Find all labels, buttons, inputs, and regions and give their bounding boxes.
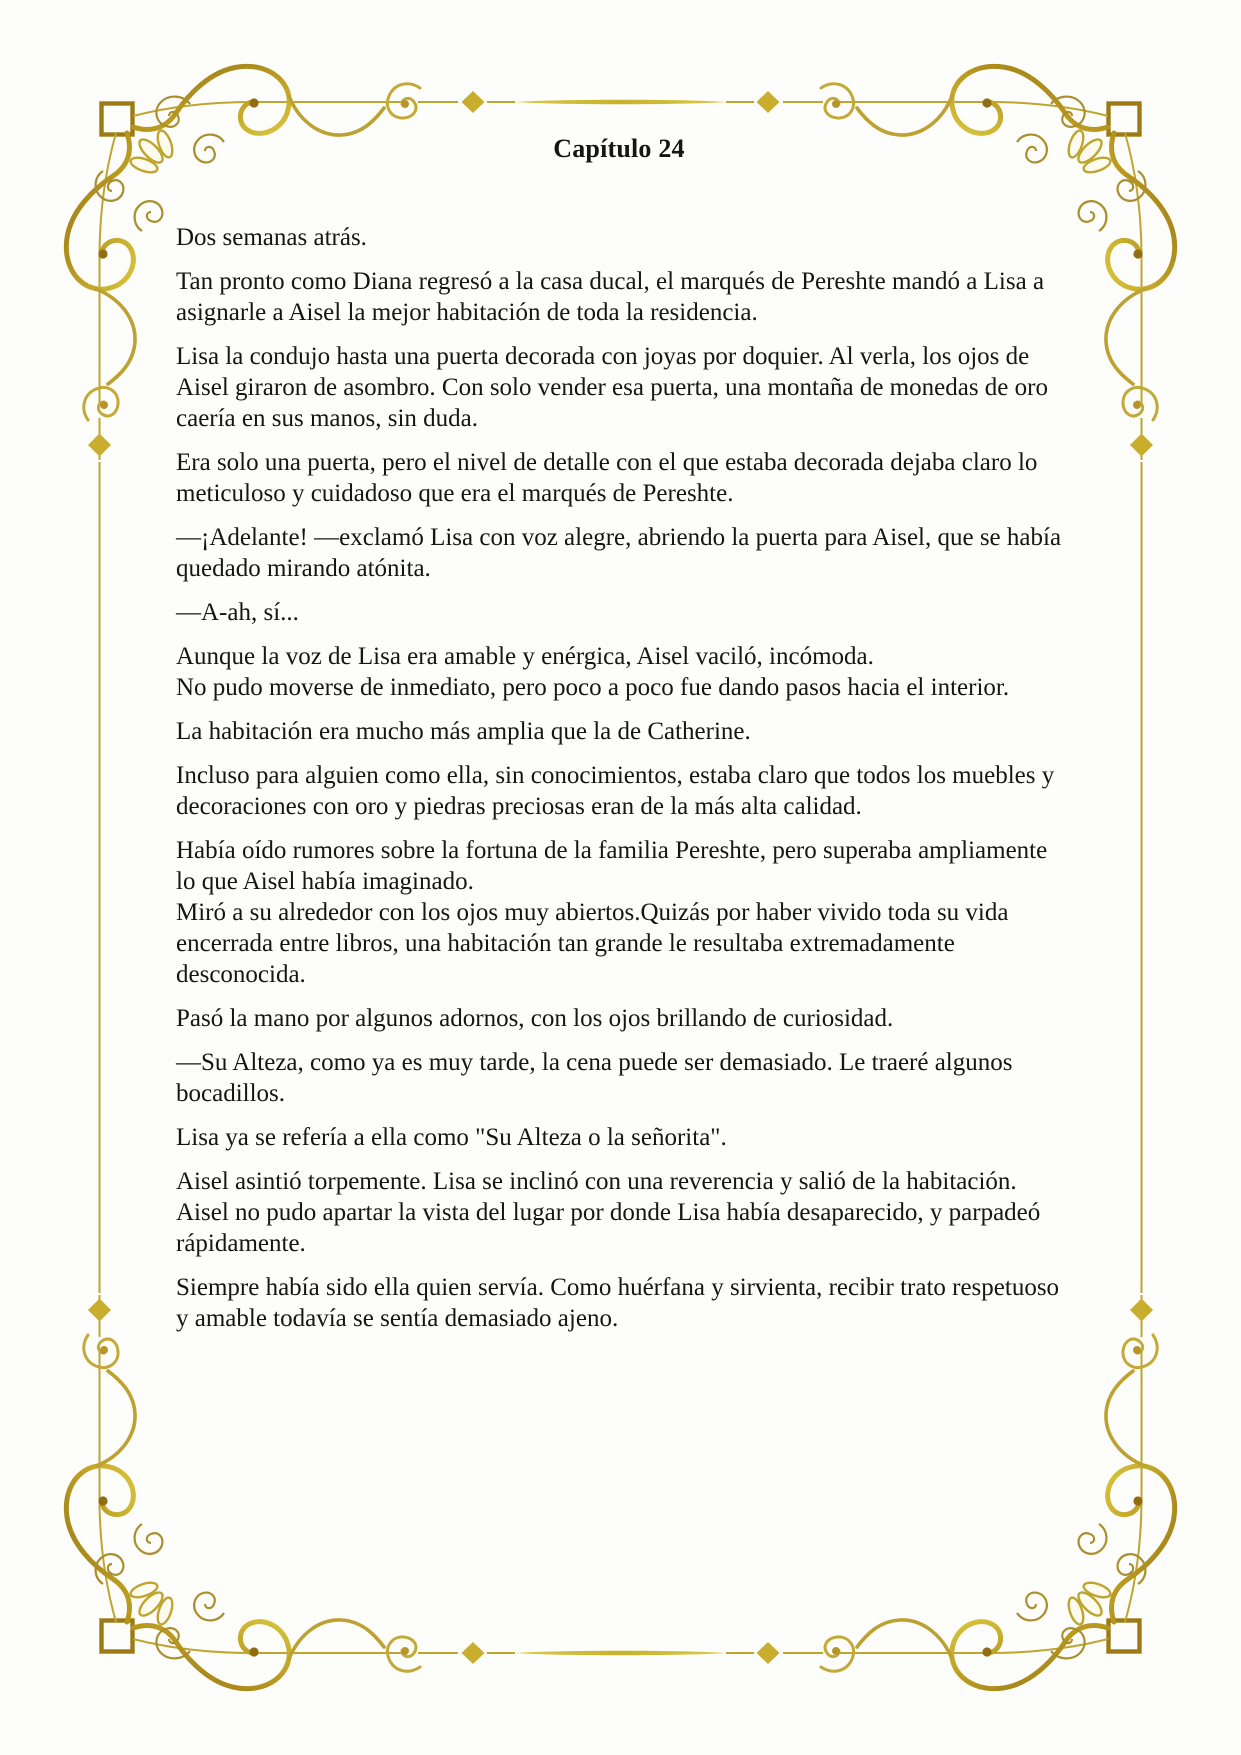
- paragraph: Aunque la voz de Lisa era amable y enérgica, Aisel vaciló, incómoda. No pudo moverse de inmediato, pero poco a poco fue dando pasos hacia el interior.: [176, 643, 1010, 701]
- chapter-body: [176, 222, 1062, 1334]
- paragraph: Era solo una puerta, pero el nivel de detalle con el que estaba decorada dejaba claro lo meticuloso y cuidadoso que era el marqués de Pereshte.: [176, 449, 1038, 507]
- paragraph: —A-ah, sí...: [176, 599, 299, 626]
- paragraph: —Su Alteza, como ya es muy tarde, la cena puede ser demasiado. Le traeré algunos bocadillos.: [176, 1049, 1013, 1107]
- paragraph: Lisa la condujo hasta una puerta decorada con joyas por doquier. Al verla, los ojos de Aisel giraron de asombro. Con solo vender esa puerta, una montaña de monedas de oro caería en sus manos, sin duda.: [176, 343, 1048, 432]
- paragraph: —¡Adelante! —exclamó Lisa con voz alegre, abriendo la puerta para Aisel, que se había quedado mirando atónita.: [176, 524, 1062, 582]
- paragraph: Incluso para alguien como ella, sin conocimientos, estaba claro que todos los muebles y decoraciones con oro y piedras preciosas eran de la más alta calidad.: [176, 762, 1055, 820]
- chapter-title: Capítulo 24: [553, 134, 685, 163]
- frame-edge-bottom: [487, 1651, 754, 1656]
- paragraph: Lisa ya se refería a ella como "Su Alteza o la señorita".: [176, 1124, 727, 1151]
- frame-edge-top: [487, 100, 754, 105]
- paragraph: Había oído rumores sobre la fortuna de la familia Pereshte, pero superaba ampliamente lo que Aisel había imaginado. Miró a su alrededor con los ojos muy abiertos.Quizás por haber vivido toda su vida encerrada entre libros, una habitación tan grande le resultaba extremadamente desconocida.: [176, 837, 1048, 988]
- paragraph: Aisel asintió torpemente. Lisa se inclinó con una reverencia y salió de la habitación. Aisel no pudo apartar la vista del lugar por donde Lisa había desaparecido, y parpadeó rápidamente.: [176, 1168, 1041, 1257]
- paragraph: Siempre había sido ella quien servía. Como huérfana y sirvienta, recibir trato respetuoso y amable todavía se sentía demasiado ajeno.: [176, 1274, 1060, 1332]
- paragraph: Dos semanas atrás.: [176, 224, 367, 251]
- paragraph: La habitación era mucho más amplia que la de Catherine.: [176, 718, 751, 745]
- paragraph: Pasó la mano por algunos adornos, con los ojos brillando de curiosidad.: [176, 1005, 894, 1032]
- chapter-content: [176, 132, 1062, 1347]
- paragraph: Tan pronto como Diana regresó a la casa ducal, el marqués de Pereshte mandó a Lisa a asignarle a Aisel la mejor habitación de toda la residencia.: [176, 268, 1045, 326]
